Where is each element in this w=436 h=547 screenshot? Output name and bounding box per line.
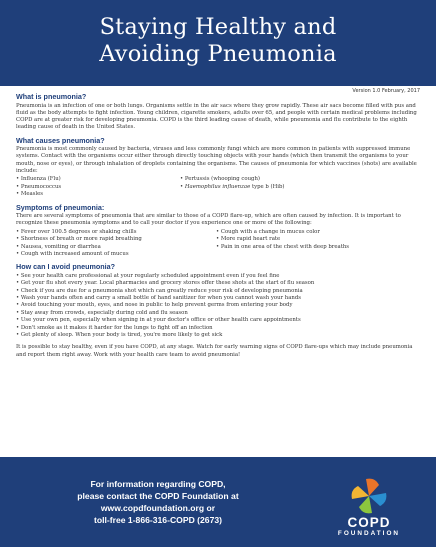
symptom-list-col-1	[16, 229, 216, 259]
list-item: • Pertussis (whooping cough)	[180, 176, 260, 183]
list-item: • Cough with a change in mucus color	[216, 228, 320, 235]
list-item: • More rapid heart rate	[216, 236, 281, 243]
list-item: • Fever over 100.5 degrees or shaking chills	[16, 228, 137, 235]
list-item: • Nausea, vomiting or diarrhea	[16, 243, 101, 250]
section-text-causes: Pneumonia is most commonly caused by bacteria, viruses and less commonly fungi which are more common in patients with suppressed immune systems. Contact with the organisms occur either through directly touching objects with your hands (which then transmit the organisms to your mouth, nose or eyes), or through inhalation of droplets containing the organisms. The causes of pneumonia for which vaccines (shots) are available include:	[16, 146, 417, 175]
section-text-what: Pneumonia is an infection of one or both lungs. Organisms settle in the air sacs where they grow rapidly. These air sacs become filled with pus and fluid as the body attempts to fight infection. Young children, cigarette smokers, adults over 65, and people with certain medical problems including COPD are at greater risk for developing pneumonia. COPD is the third leading cause of death, while pneumonia and flu contribute to the eighth leading cause of death in the United States.	[16, 102, 417, 131]
list-item: • Influenza (Flu)	[16, 176, 61, 183]
section-heading-what: What is pneumonia?	[16, 92, 87, 101]
list-item: • Shortness of breath or more rapid breathing	[16, 236, 142, 243]
copd-foundation-logo	[324, 477, 414, 539]
list-item: • Measles	[16, 191, 44, 198]
pinwheel-logo-icon	[324, 477, 414, 517]
contact-line-1: For information regarding COPD,	[90, 479, 226, 489]
list-item: • Don't smoke as it makes it harder for the lungs to fight off an infection	[16, 324, 213, 331]
header-banner	[0, 0, 436, 86]
title-line-2: Avoiding Pneumonia	[99, 41, 337, 67]
logo-subtitle: FOUNDATION	[337, 530, 401, 537]
website-link[interactable]: www.copdfoundation.org or	[100, 503, 216, 513]
contact-info	[28, 478, 288, 526]
vaccine-list-col-2	[180, 176, 420, 198]
vaccine-list-col-1	[16, 176, 180, 198]
symptom-list	[16, 229, 420, 259]
list-item: • Get plenty of sleep. When your body is tired, you're more likely to get sick	[16, 332, 223, 339]
avoid-list	[16, 273, 420, 340]
footer-banner	[0, 457, 436, 547]
section-heading-symptoms: Symptoms of pneumonia:	[16, 202, 105, 212]
symptom-list-col-2	[216, 229, 420, 259]
phone-number[interactable]: toll-free 1-866-316-COPD (2673)	[94, 515, 222, 525]
list-item: • Avoid touching your mouth, eyes, and nose in public to help prevent germs from entering your body	[16, 302, 293, 309]
contact-line-2: please contact the COPD Foundation at	[77, 491, 239, 501]
section-text-symptoms: There are several symptoms of pneumonia that are similar to those of a COPD flare-up, which are often caused by infection. It is important to recognize these pneumonia symptoms and to call your doctor if you experience one or more of the following:	[16, 213, 401, 227]
list-item: • Use your own pen, especially when signing in at your doctor's office or other health care appointments	[16, 317, 301, 324]
list-item: • Pneumococcus	[16, 183, 62, 190]
list-item: • Stay away from crowds, especially during cold and flu season	[16, 309, 188, 316]
logo-wordmark: COPD	[347, 515, 391, 530]
list-item: • Pain in one area of the chest with deep breaths	[216, 243, 350, 250]
section-heading-avoid: How can I avoid pneumonia?	[16, 262, 116, 272]
section-heading-causes: What causes pneumonia?	[16, 135, 105, 145]
closing-paragraph: It is possible to stay healthy, even if you have COPD, at any stage. Watch for early warning signs of COPD flare-ups which may include pneumonia and report them right away. Work with your health care team to avoid pneumonia!	[16, 344, 413, 358]
list-item: • Check if you are due for a pneumonia shot which can greatly reduce your risk of developing pneumonia	[16, 287, 303, 294]
list-item: • Get your flu shot every year. Local pharmacies and grocery stores offer these shots at the start of flu season	[16, 280, 315, 287]
version-label: Version 1.0 February, 2017	[352, 88, 420, 94]
list-item: • Wash your hands often and carry a small bottle of hand sanitizer for when you cannot wash your hands	[16, 295, 302, 302]
title-line-1: Staying Healthy and	[99, 14, 337, 40]
list-item: • Haemophilus influenzae type b (Hib)	[180, 183, 285, 190]
vaccine-list	[16, 176, 420, 198]
main-content	[16, 92, 420, 363]
list-item: • Cough with increased amount of mucus	[16, 250, 129, 257]
list-item: • See your health care professional at your regularly scheduled appointment even if you feel fine	[16, 272, 280, 279]
page-title	[0, 0, 436, 68]
